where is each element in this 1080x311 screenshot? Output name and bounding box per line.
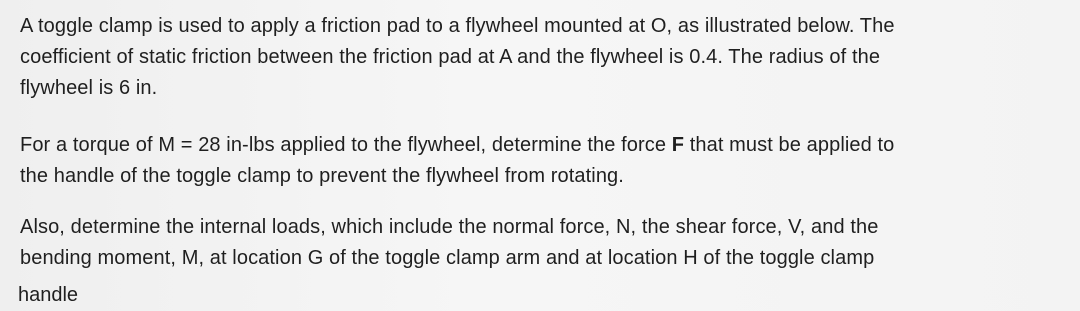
text-line: bending moment, M, at location G of the toggle clamp arm and at location H of the toggle clamp (20, 247, 875, 269)
text-line: A toggle clamp is used to apply a friction pad to a flywheel mounted at O, as illustrated below. The (20, 15, 895, 37)
text-segment: For a torque of M = 28 in-lbs applied to the flywheel, determine the force (20, 134, 672, 156)
text-line: the handle of the toggle clamp to prevent the flywheel from rotating. (20, 165, 624, 187)
paragraph-task-internal-loads (20, 212, 1060, 274)
paragraph-setup (20, 11, 1060, 104)
cutoff-text: handle (18, 284, 79, 306)
text-line: coefficient of static friction between the friction pad at A and the flywheel is 0.4. The radius of the (20, 46, 881, 68)
text-line-with-bold (20, 130, 1060, 161)
text-segment: that must be applied to (684, 134, 895, 156)
paragraph-task-force (20, 130, 1060, 192)
text-line: Also, determine the internal loads, which include the normal force, N, the shear force, V, and the (20, 216, 879, 238)
bold-variable: F (671, 134, 685, 156)
text-line: flywheel is 6 in. (20, 77, 158, 99)
